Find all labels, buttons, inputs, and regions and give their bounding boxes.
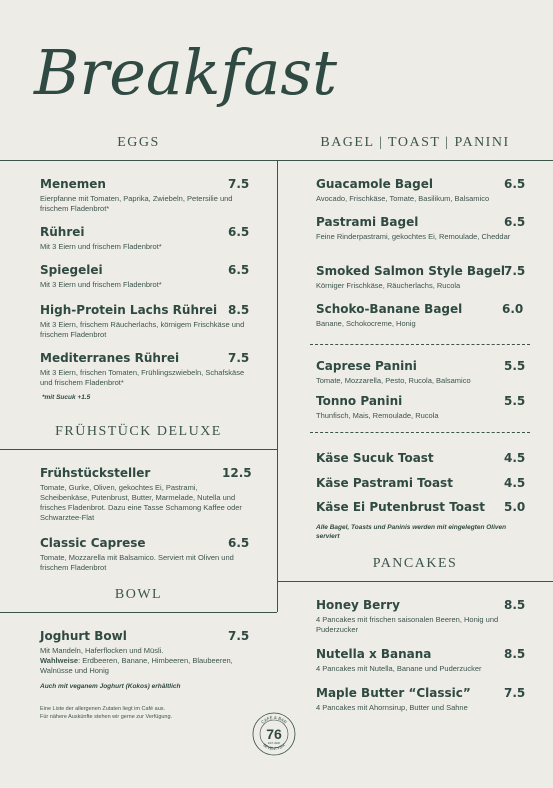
section-deluxe-heading: FRÜHSTÜCK DELUXE [55,424,222,439]
item-name: Honey Berry [316,598,400,612]
menu-item-maple-butter-classic [316,686,526,713]
menu-title-text: Breakfast [34,36,338,109]
footer-line: Für nähere Auskünfte stehen wir gerne zur Verfügung. [40,714,173,720]
item-description: Eierpfanne mit Tomaten, Paprika, Zwiebeln, Petersilie und frischem Fladenbrot* [40,194,233,213]
item-name: High-Protein Lachs Rührei [40,303,218,317]
menu-item-classic-caprese [40,536,250,573]
item-price: 6.5 [228,263,250,277]
allergen-footer [40,705,172,721]
item-description: Thunfisch, Mais, Remoulade, Rucola [316,411,439,420]
item-price: 8.5 [504,647,526,661]
item-price: 5.5 [504,359,526,373]
section-eggs-heading: EGGS [117,135,160,150]
menu-item-honey-berry [316,598,526,635]
menu-item-ruehrei [40,225,250,252]
menu-item-nutella-banana [316,647,526,674]
item-description: Mit 3 Eiern, frischen Tomaten, Frühlingszwiebeln, Schafskäse und frischem Fladenbrot* [40,368,245,387]
item-price: 6.0 [502,302,524,316]
divider-eggs-bottom [0,449,277,450]
item-name: Schoko-Banane Bagel [316,302,463,316]
item-description: 4 Pancakes mit Nutella, Banane und Puderzucker [316,664,482,673]
item-description: Banane, Schokocreme, Honig [316,319,416,328]
menu-item-smoked-salmon-bagel [316,264,526,291]
menu-item-joghurt-bowl [40,629,250,676]
item-name: Menemen [40,177,106,191]
divider-center [277,160,278,612]
item-description [40,646,247,676]
item-price: 6.5 [504,177,526,191]
divider-pancakes-top [277,581,553,582]
menu-item-lachs-ruehrei [40,303,250,340]
cafe-logo [252,712,296,756]
menu-item-pastrami-bagel [316,215,526,242]
item-price: 7.5 [504,686,526,700]
section-bowl-heading: BOWL [114,587,163,602]
item-description: 4 Pancakes mit frischen saisonalen Beeren, Honig und Puderzucker [316,615,499,634]
footer-line: Eine Liste der allergenen Zutaten liegt im Café aus. [40,706,166,712]
item-description: Avocado, Frischkäse, Tomate, Basilikum, Balsamico [316,194,490,203]
logo-est: EST. 2020 [268,742,280,745]
menu-item-caprese-panini [316,359,526,386]
item-description: Mit 3 Eiern und frischem Fladenbrot* [40,242,162,251]
section-pancakes-heading: PANCAKES [372,556,458,571]
logo-number: 76 [266,726,282,742]
item-name: Guacamole Bagel [316,177,433,191]
item-description: Feine Rinderpastrami, gekochtes Ei, Remoulade, Cheddar [316,232,511,241]
menu-item-fruehstuecksteller [40,466,252,523]
menu-item-kaese-sucuk-toast [316,451,526,466]
item-price: 7.5 [228,629,250,643]
item-description-line2: : Erdbeeren, Banane, Himbeeren, Blaubeeren, Walnüsse und Honig [40,656,233,675]
svg-text:CAFÉ & BAR [260,715,288,725]
item-name: Joghurt Bowl [40,629,127,643]
bowl-note: Auch mit veganem Joghurt (Kokos) erhältlich [40,683,181,690]
menu-item-kaese-ei-putenbrust-toast [316,500,526,515]
menu-title [30,22,360,122]
menu-item-tonno-panini [316,394,526,421]
item-name: Frühstücksteller [40,466,151,480]
item-price: 6.5 [228,536,250,550]
divider-bagel-panini [310,344,530,345]
item-price: 7.5 [228,177,250,191]
item-name: Spiegelei [40,263,103,277]
item-price: 4.5 [504,476,526,490]
item-price: 12.5 [222,466,252,480]
item-name: Rührei [40,225,85,239]
item-price: 8.5 [504,598,526,612]
menu-item-kaese-pastrami-toast [316,476,526,491]
logo-top-text: CAFÉ & BAR [260,714,288,725]
item-description-line1: Mit Mandeln, Haferflocken und Müsli. [40,646,164,655]
item-price: 4.5 [504,451,526,465]
item-name: Maple Butter “Classic” [316,686,471,700]
section-bagel-heading: BAGEL | TOAST | PANINI [320,135,510,150]
item-description: Tomate, Mozzarella, Pesto, Rucola, Balsamico [316,376,471,385]
item-name: Käse Ei Putenbrust Toast [316,500,486,514]
item-description: Tomate, Mozzarella mit Balsamico. Serviert mit Oliven und frischem Fladenbrot [40,553,234,572]
menu-item-schoko-banane-bagel [316,302,523,329]
eggs-note: *mit Sucuk +1.5 [42,394,91,401]
item-description: Mit 3 Eiern, frischem Räucherlachs, körnigem Frischkäse und frischem Fladenbrot [40,320,245,339]
menu-item-spiegelei [40,263,250,290]
item-name: Nutella x Banana [316,647,432,661]
item-description: Körniger Frischkäse, Räucherlachs, Rucola [316,281,461,290]
menu-item-menemen [40,177,250,214]
item-name: Käse Sucuk Toast [316,451,434,465]
item-description: Mit 3 Eiern und frischem Fladenbrot* [40,280,162,289]
logo-bottom-text: SEVENTYSIX [261,742,287,752]
item-name: Mediterranes Rührei [40,351,180,365]
item-name: Caprese Panini [316,359,417,373]
item-name: Tonno Panini [316,394,403,408]
item-name: Classic Caprese [40,536,146,550]
item-price: 6.5 [504,215,526,229]
item-price: 7.5 [504,264,526,278]
item-price: 7.5 [228,351,250,365]
divider-panini-toast [310,432,530,433]
item-price: 5.0 [504,500,526,514]
item-name: Smoked Salmon Style Bagel [316,264,505,278]
item-price: 8.5 [228,303,250,317]
menu-item-mediterranes-ruehrei [40,351,250,388]
item-price: 6.5 [228,225,250,239]
item-description: Tomate, Gurke, Oliven, gekochtes Ei, Pastrami, Scheibenkäse, Putenbrust, Butter, Marmelade, Nutella und frisches Fladenbrot. Dazu eine Tasse Schamong Kaffee oder Schwarztee-Flat [40,483,242,522]
divider-deluxe-bottom [0,612,277,613]
item-description: 4 Pancakes mit Ahornsirup, Butter und Sahne [316,703,468,712]
item-name: Käse Pastrami Toast [316,476,453,490]
item-description-label: Wahlweise [40,656,79,665]
toast-note: Alle Bagel, Toasts und Paninis werden mit eingelegten Oliven serviert [316,524,507,540]
item-price: 5.5 [504,394,526,408]
menu-item-guacamole-bagel [316,177,526,204]
item-name: Pastrami Bagel [316,215,419,229]
